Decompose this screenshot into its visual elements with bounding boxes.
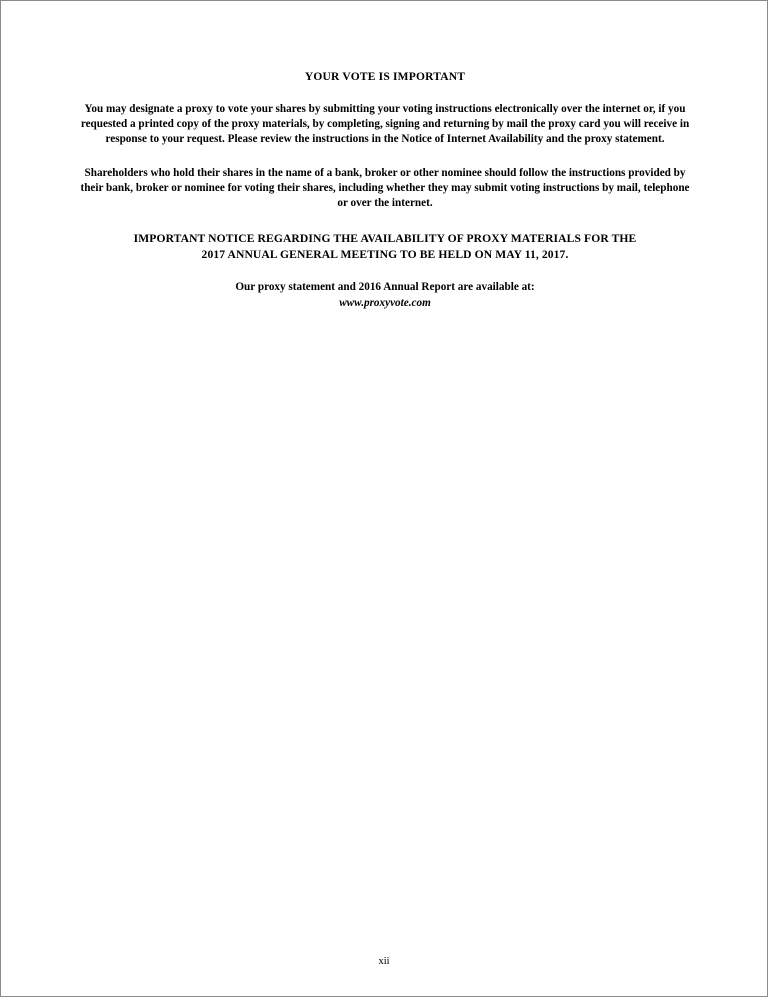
page-content — [75, 71, 695, 311]
availability-label: Our proxy statement and 2016 Annual Report are available at: — [235, 281, 535, 294]
availability-block — [105, 280, 665, 311]
page-title: YOUR VOTE IS IMPORTANT — [304, 71, 466, 83]
proxy-instructions-paragraph: You may designate a proxy to vote your shares by submitting your voting instructions electronically over the internet or, if you requested a printed copy of the proxy materials, by completing, signing and returning by mail the proxy card you will receive in response to your request. Please review the instructions in the Notice of Internet Availability and the proxy statement. — [80, 103, 690, 146]
important-notice-line-1: IMPORTANT NOTICE REGARDING THE AVAILABILITY OF PROXY MATERIALS FOR THE — [133, 232, 637, 246]
important-notice — [85, 231, 685, 262]
beneficial-holders-paragraph: Shareholders who hold their shares in the name of a bank, broker or other nominee should follow the instructions provided by their bank, broker or nominee for voting their shares, including whether they may submit voting instructions by mail, telephone or over the internet. — [80, 166, 690, 210]
important-notice-line-2: 2017 ANNUAL GENERAL MEETING TO BE HELD ON MAY 11, 2017. — [201, 247, 569, 261]
page-number: xii — [378, 956, 390, 967]
proxy-vote-url[interactable]: www.proxyvote.com — [339, 296, 431, 309]
